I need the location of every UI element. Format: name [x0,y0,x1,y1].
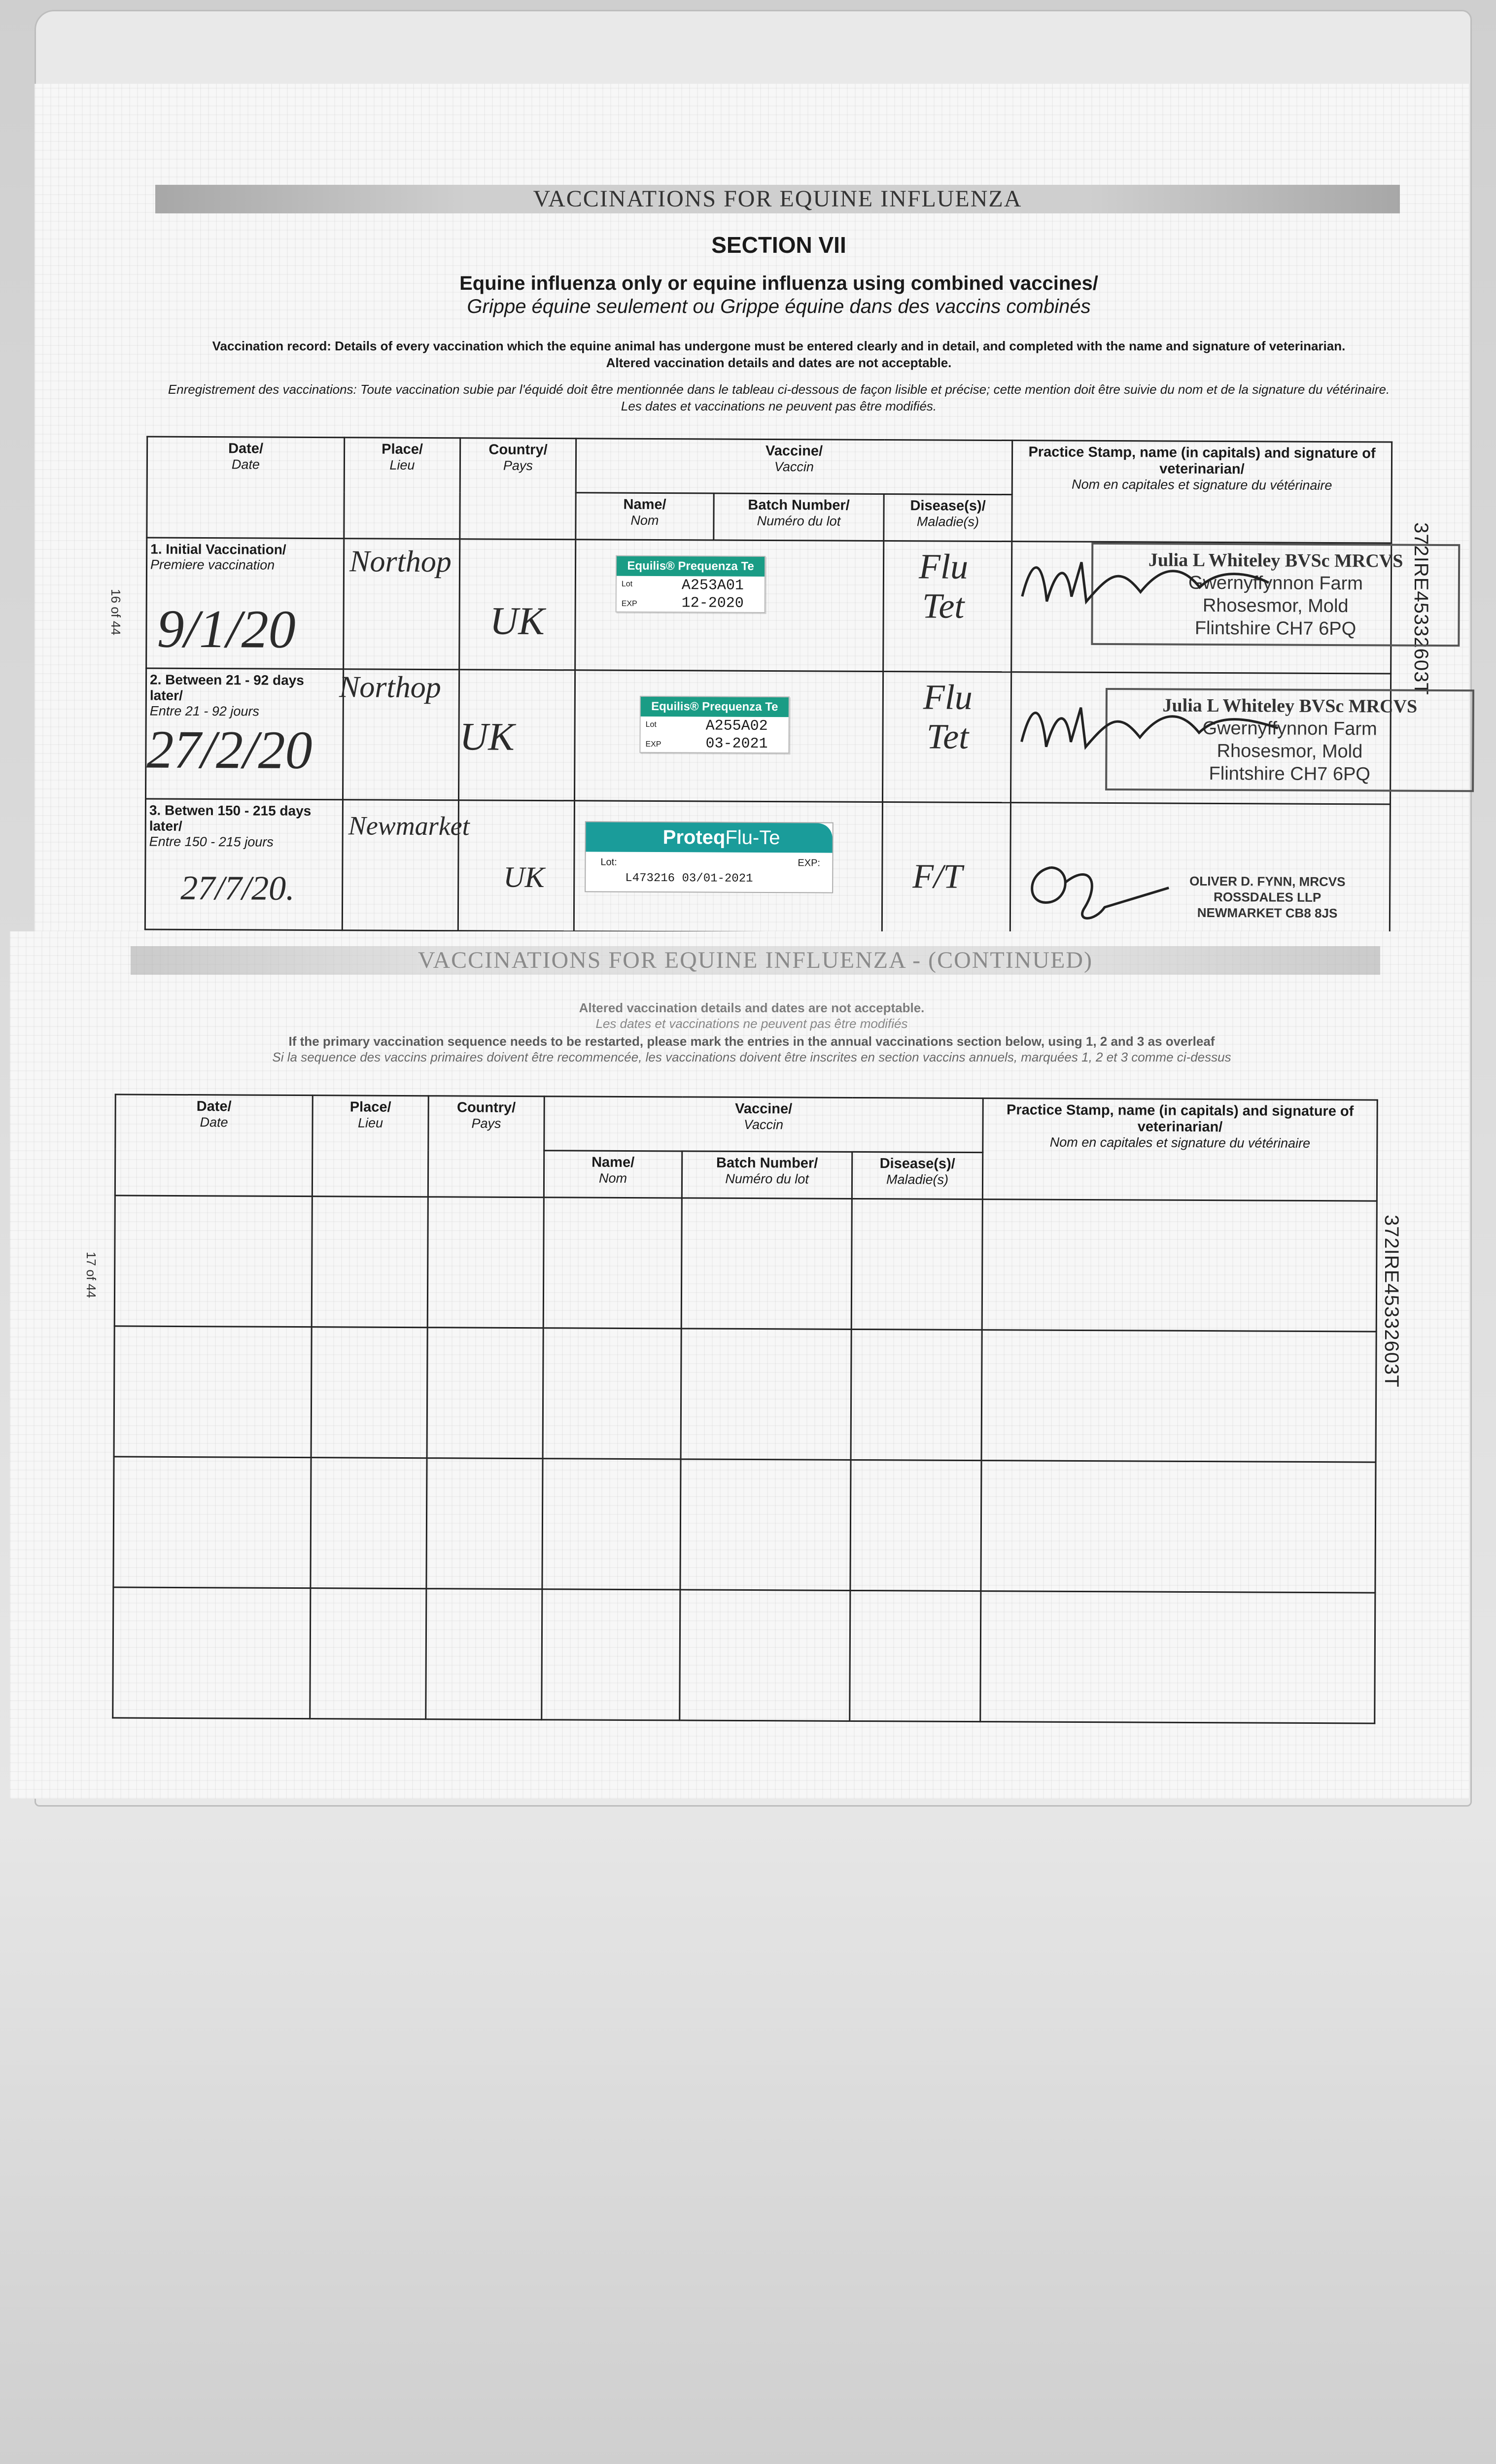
date-cell [146,538,344,669]
handwritten-date: 27/2/20 [146,719,313,780]
place-cell [342,800,470,931]
place-cell [339,669,459,800]
sticker-brand-name: Proteq [662,826,726,849]
date-cell [145,668,343,800]
sticker-product-name: Flu-Te [725,826,780,849]
header-name: Name/ Nom [544,1151,682,1198]
empty-row [114,1196,1377,1332]
row-label-fr: Entre 21 - 92 jours [149,703,259,719]
header-disease: Disease(s)/ Maladie(s) [852,1152,982,1199]
record-text-en-altered: Altered vaccination details and dates are not acceptable. [606,355,952,370]
header-place: Place/ Lieu [344,438,460,539]
vaccination-row-2 [145,668,1391,804]
header-vaccine: Vaccine/ Vaccin [544,1096,983,1153]
handwritten-place: Northop [349,545,452,579]
handwritten-country: UK [459,715,515,759]
sticker-exp-label: EXP [645,740,661,749]
vet-address-3: Flintshire CH7 6PQ [1194,617,1357,640]
sticker-lot-label: Lot [645,720,657,729]
header-date: Date/ Date [115,1095,313,1197]
handwritten-disease: Flu Tet [923,677,973,756]
header-disease: Disease(s)/ Maladie(s) [884,494,1012,542]
sticker-lot: A255A02 [705,718,768,735]
row-label: 3. Betwen 150 - 215 days later/ [149,802,312,834]
empty-row [113,1587,1375,1723]
header-practice-stamp: Practice Stamp, name (in capitals) and signature of veterinarian/ Nom en capitales et signature du vétérinaire [982,1098,1377,1201]
vet-name: Julia L Whiteley BVSc MRCVS [1148,549,1403,572]
sticker-exp: 12-2020 [681,595,744,612]
sticker-lot: A253A01 [681,577,744,594]
sticker-exp: 03-2021 [705,735,768,753]
header-batch: Batch Number/ Numéro du lot [682,1151,852,1199]
row-label-fr: Premiere vaccination [150,557,275,573]
sticker-lot-label: Lot: [600,856,617,868]
vet-address-3: Flintshire CH7 6PQ [1209,763,1371,785]
date-cell [145,799,343,930]
vet-signature [1012,547,1279,617]
handwritten-place: Northop [339,670,441,705]
row-label-fr: Entre 150 - 215 jours [149,834,274,850]
sticker-brand [586,822,833,853]
restart-notice-en: If the primary vaccination sequence needs to be restarted, please mark the entries in the annual vaccinations section below, using 1, 2 and 3 as overleaf [288,1034,1215,1049]
vaccine-sticker [639,696,790,753]
sticker-lot-label: Lot [621,580,633,588]
altered-notice-fr: Les dates et vaccinations ne peuvent pas être modifiés [595,1016,908,1031]
stamp-cell [1010,803,1390,935]
heading-french: Grippe équine seulement ou Grippe équine dans des vaccins combinés [467,296,1091,317]
disease-cell [883,541,1012,672]
section-banner-continued: VACCINATIONS FOR EQUINE INFLUENZA - (CONTINUED) [131,946,1380,975]
vet-address-1: Gwernyffynnon Farm [1188,572,1363,594]
handwritten-country: UK [503,860,545,894]
header-date: Date/ Date [147,437,345,539]
page-number: 17 of 44 [84,1252,99,1298]
row-label: 1. Initial Vaccination/ [150,541,286,557]
vet-name: OLIVER D. FYNN, MRCVS [1189,873,1346,890]
vet-address-2: NEWMARKET CB8 8JS [1197,905,1338,921]
vaccine-sticker-cell [574,670,883,802]
vet-name: Julia L Whiteley BVSc MRCVS [1162,695,1418,717]
vet-signature [1011,692,1288,762]
vet-signature [1021,853,1179,922]
stamp-cell [1011,542,1403,674]
record-text-en: Vaccination record: Details of every vaccination which the equine animal has undergone must be entered clearly and in detail, and completed with the name and signature of veterinarian. [212,339,1346,353]
header-name: Name/ Nom [576,493,714,540]
empty-row [113,1457,1376,1593]
stamp-cell [1011,672,1418,804]
handwritten-date: 9/1/20 [157,598,296,659]
handwritten-disease: F/T [912,857,963,896]
sticker-exp-label: EXP [621,599,637,608]
record-instructions-fr: Enregistrement des vaccinations: Toute vaccination subie par l'équidé doit être mentionnée dans le tableau ci-dessous de façon lisible et précise; cette mention doit être suivie du nom et de la signature du vétérinaire. Les dates et vaccinations ne peuvent pas être modifiés. [168,382,1390,413]
country-cell [458,670,575,801]
passport-id-code: 372IRE45332603T [1381,1215,1402,1388]
place-cell [344,539,460,670]
vet-address-2: Rhosesmor, Mold [1202,595,1349,617]
vaccine-sticker-cell [574,801,882,933]
section-title: SECTION VII [711,232,846,258]
vaccination-table [144,436,1418,935]
record-instructions-en [158,338,1400,371]
header-country: Country/ Pays [460,438,576,540]
header-place: Place/ Lieu [312,1095,428,1197]
section-banner: VACCINATIONS FOR EQUINE INFLUENZA [155,185,1400,213]
vet-address-1: Gwernyffynnon Farm [1202,718,1377,740]
header-vaccine: Vaccine/ Vaccin [576,439,1012,495]
altered-notice-en: Altered vaccination details and dates are not acceptable. [579,1000,925,1015]
handwritten-date: 27/7/20. [180,869,295,908]
handwritten-country: UK [489,599,545,644]
vaccination-table-continued [112,1094,1378,1724]
vaccination-row-3 [145,799,1390,935]
vet-address-1: ROSSDALES LLP [1214,889,1322,905]
empty-row [114,1326,1376,1462]
sticker-batch: L473216 03/01-2021 [625,871,753,886]
handwritten-place: Newmarket [348,811,470,841]
vaccine-sticker [585,821,834,893]
vaccine-sticker-cell [575,540,884,672]
row-label: 2. Between 21 - 92 days later/ [149,672,304,703]
sticker-brand: Equilis® Prequenza Te [617,556,765,577]
vaccination-row-1 [146,538,1392,674]
restart-notice-fr: Si la sequence des vaccins primaires doivent être recommencée, les vaccinations doivent être inscrites en section vaccins annuels, marquées 1, 2 et 3 comme ci-dessus [272,1050,1231,1064]
disease-cell [882,802,1010,933]
passport-id-code: 372IRE45332603T [1410,522,1432,695]
disease-cell [882,672,1011,803]
vaccine-sticker [616,555,766,613]
handwritten-disease: Flu Tet [918,547,969,626]
sticker-exp-label: EXP: [798,857,821,869]
page-number: 16 of 44 [108,589,123,635]
vet-address-2: Rhosesmor, Mold [1217,740,1363,762]
header-batch: Batch Number/ Numéro du lot [714,493,884,541]
vet-stamp [1174,873,1361,922]
country-cell [459,539,576,670]
heading-english: Equine influenza only or equine influenza using combined vaccines/ [459,273,1098,294]
sticker-brand: Equilis® Prequenza Te [641,697,789,717]
country-cell [458,800,574,931]
header-practice-stamp: Practice Stamp, name (in capitals) and signature of veterinarian/ Nom en capitales et signature du vétérinaire [1012,441,1392,543]
header-country: Country/ Pays [428,1096,544,1198]
